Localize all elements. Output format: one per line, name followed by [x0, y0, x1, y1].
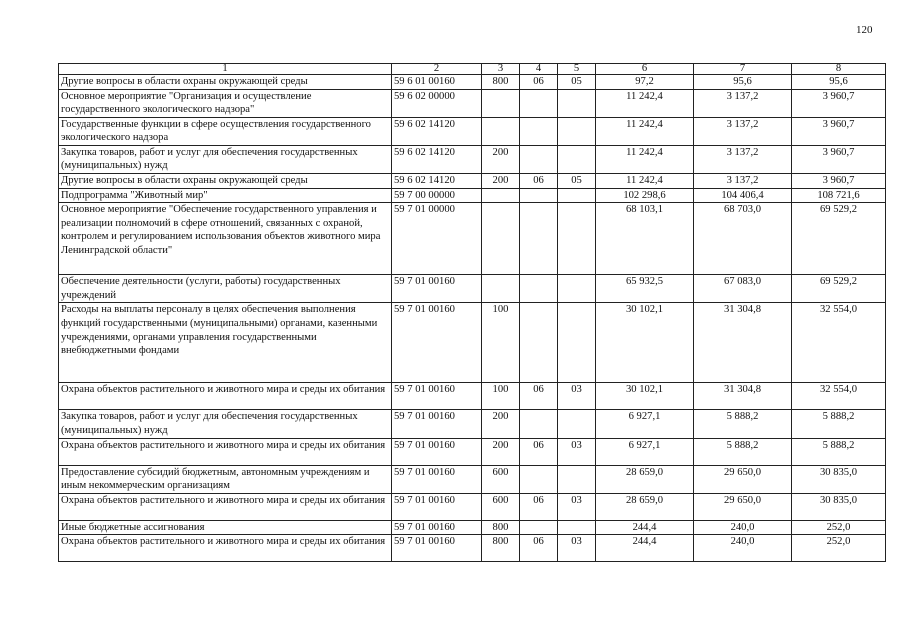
amount-col-6: 68 103,1 — [596, 203, 694, 275]
amount-col-7: 68 703,0 — [694, 203, 792, 275]
expense-type-code: 600 — [482, 465, 520, 493]
row-name: Государственные функции в сфере осуществления государственного экологического надзора — [59, 117, 392, 145]
row-name: Иные бюджетные ассигнования — [59, 520, 392, 535]
expense-type-code — [482, 188, 520, 203]
section-code — [520, 188, 558, 203]
amount-col-7: 67 083,0 — [694, 275, 792, 303]
row-name: Основное мероприятие "Организация и осуществление государственного экологического надзора" — [59, 89, 392, 117]
table-row — [59, 465, 886, 493]
amount-col-8: 32 554,0 — [792, 383, 886, 410]
amount-col-6: 65 932,5 — [596, 275, 694, 303]
amount-col-7: 29 650,0 — [694, 493, 792, 520]
amount-col-7: 3 137,2 — [694, 173, 792, 188]
amount-col-7: 240,0 — [694, 520, 792, 535]
section-code — [520, 410, 558, 438]
amount-col-6: 28 659,0 — [596, 465, 694, 493]
subsection-code — [558, 89, 596, 117]
amount-col-7: 240,0 — [694, 535, 792, 562]
amount-col-7: 3 137,2 — [694, 117, 792, 145]
expense-type-code: 200 — [482, 145, 520, 173]
section-code — [520, 520, 558, 535]
table-row — [59, 493, 886, 520]
row-name: Основное мероприятие "Обеспечение государственного управления и реализации полномочий в сфере отношений, связанных с охраной, контролем и регулированием использования объектов животного мира Ленинградской области" — [59, 203, 392, 275]
amount-col-7: 31 304,8 — [694, 303, 792, 383]
amount-col-8: 3 960,7 — [792, 117, 886, 145]
column-header: 2 — [392, 64, 482, 75]
section-code — [520, 89, 558, 117]
table-row — [59, 535, 886, 562]
target-article-code: 59 7 01 00000 — [392, 203, 482, 275]
table-row — [59, 410, 886, 438]
target-article-code: 59 7 01 00160 — [392, 520, 482, 535]
expense-type-code: 600 — [482, 493, 520, 520]
amount-col-6: 6 927,1 — [596, 438, 694, 465]
column-header: 7 — [694, 64, 792, 75]
amount-col-6: 6 927,1 — [596, 410, 694, 438]
column-header: 4 — [520, 64, 558, 75]
target-article-code: 59 6 02 00000 — [392, 89, 482, 117]
amount-col-7: 5 888,2 — [694, 410, 792, 438]
amount-col-6: 11 242,4 — [596, 117, 694, 145]
target-article-code: 59 6 02 14120 — [392, 117, 482, 145]
subsection-code: 03 — [558, 438, 596, 465]
subsection-code: 03 — [558, 535, 596, 562]
expense-type-code — [482, 117, 520, 145]
expense-type-code — [482, 89, 520, 117]
amount-col-7: 31 304,8 — [694, 383, 792, 410]
row-name: Обеспечение деятельности (услуги, работы) государственных учреждений — [59, 275, 392, 303]
table-row — [59, 303, 886, 383]
subsection-code — [558, 465, 596, 493]
table-row — [59, 188, 886, 203]
section-code — [520, 203, 558, 275]
column-header: 6 — [596, 64, 694, 75]
section-code: 06 — [520, 173, 558, 188]
amount-col-7: 29 650,0 — [694, 465, 792, 493]
table-row — [59, 117, 886, 145]
column-header: 3 — [482, 64, 520, 75]
amount-col-8: 3 960,7 — [792, 145, 886, 173]
amount-col-8: 252,0 — [792, 535, 886, 562]
target-article-code: 59 7 01 00160 — [392, 303, 482, 383]
amount-col-6: 97,2 — [596, 75, 694, 90]
target-article-code: 59 6 02 14120 — [392, 173, 482, 188]
subsection-code — [558, 203, 596, 275]
section-code: 06 — [520, 493, 558, 520]
subsection-code — [558, 303, 596, 383]
amount-col-8: 30 835,0 — [792, 465, 886, 493]
page-number: 120 — [856, 24, 873, 36]
column-header: 5 — [558, 64, 596, 75]
amount-col-6: 11 242,4 — [596, 89, 694, 117]
subsection-code — [558, 410, 596, 438]
amount-col-8: 5 888,2 — [792, 438, 886, 465]
amount-col-6: 244,4 — [596, 535, 694, 562]
amount-col-8: 69 529,2 — [792, 275, 886, 303]
expense-type-code — [482, 203, 520, 275]
table-row — [59, 383, 886, 410]
section-code: 06 — [520, 438, 558, 465]
target-article-code: 59 7 01 00160 — [392, 275, 482, 303]
table-row — [59, 173, 886, 188]
subsection-code — [558, 188, 596, 203]
row-name: Расходы на выплаты персоналу в целях обеспечения выполнения функций государственными (муниципальными) органами, казенными учреждениями, органами управления государственными внебюджетными фондами — [59, 303, 392, 383]
expense-type-code: 100 — [482, 383, 520, 410]
target-article-code: 59 7 01 00160 — [392, 493, 482, 520]
section-code — [520, 275, 558, 303]
table-row — [59, 89, 886, 117]
expense-type-code: 200 — [482, 438, 520, 465]
target-article-code: 59 6 01 00160 — [392, 75, 482, 90]
target-article-code: 59 7 01 00160 — [392, 410, 482, 438]
section-code: 06 — [520, 383, 558, 410]
column-header: 8 — [792, 64, 886, 75]
subsection-code — [558, 117, 596, 145]
section-code: 06 — [520, 75, 558, 90]
subsection-code: 05 — [558, 75, 596, 90]
amount-col-7: 104 406,4 — [694, 188, 792, 203]
amount-col-7: 3 137,2 — [694, 145, 792, 173]
amount-col-6: 244,4 — [596, 520, 694, 535]
row-name: Закупка товаров, работ и услуг для обеспечения государственных (муниципальных) нужд — [59, 145, 392, 173]
row-name: Охрана объектов растительного и животного мира и среды их обитания — [59, 535, 392, 562]
table-row — [59, 203, 886, 275]
column-header: 1 — [59, 64, 392, 75]
target-article-code: 59 7 01 00160 — [392, 438, 482, 465]
table-row — [59, 438, 886, 465]
row-name: Охрана объектов растительного и животного мира и среды их обитания — [59, 493, 392, 520]
amount-col-6: 28 659,0 — [596, 493, 694, 520]
target-article-code: 59 7 01 00160 — [392, 535, 482, 562]
budget-table — [58, 63, 886, 562]
column-number-row — [59, 64, 886, 75]
section-code — [520, 145, 558, 173]
subsection-code — [558, 275, 596, 303]
amount-col-8: 108 721,6 — [792, 188, 886, 203]
subsection-code — [558, 145, 596, 173]
row-name: Закупка товаров, работ и услуг для обеспечения государственных (муниципальных) нужд — [59, 410, 392, 438]
row-name: Другие вопросы в области охраны окружающей среды — [59, 75, 392, 90]
table-row — [59, 75, 886, 90]
amount-col-6: 102 298,6 — [596, 188, 694, 203]
expense-type-code — [482, 275, 520, 303]
table-row — [59, 275, 886, 303]
section-code — [520, 117, 558, 145]
subsection-code — [558, 520, 596, 535]
expense-type-code: 800 — [482, 75, 520, 90]
expense-type-code: 800 — [482, 520, 520, 535]
amount-col-6: 30 102,1 — [596, 303, 694, 383]
expense-type-code: 200 — [482, 173, 520, 188]
target-article-code: 59 7 01 00160 — [392, 465, 482, 493]
row-name: Охрана объектов растительного и животного мира и среды их обитания — [59, 383, 392, 410]
target-article-code: 59 6 02 14120 — [392, 145, 482, 173]
amount-col-6: 30 102,1 — [596, 383, 694, 410]
amount-col-7: 3 137,2 — [694, 89, 792, 117]
amount-col-7: 95,6 — [694, 75, 792, 90]
row-name: Подпрограмма "Животный мир" — [59, 188, 392, 203]
table-row — [59, 145, 886, 173]
row-name: Предоставление субсидий бюджетным, автономным учреждениям и иным некоммерческим организациям — [59, 465, 392, 493]
amount-col-8: 5 888,2 — [792, 410, 886, 438]
row-name: Охрана объектов растительного и животного мира и среды их обитания — [59, 438, 392, 465]
amount-col-8: 3 960,7 — [792, 173, 886, 188]
table-row — [59, 520, 886, 535]
expense-type-code: 200 — [482, 410, 520, 438]
row-name: Другие вопросы в области охраны окружающей среды — [59, 173, 392, 188]
amount-col-8: 30 835,0 — [792, 493, 886, 520]
subsection-code: 05 — [558, 173, 596, 188]
target-article-code: 59 7 01 00160 — [392, 383, 482, 410]
subsection-code: 03 — [558, 493, 596, 520]
section-code — [520, 303, 558, 383]
target-article-code: 59 7 00 00000 — [392, 188, 482, 203]
expense-type-code: 800 — [482, 535, 520, 562]
amount-col-8: 252,0 — [792, 520, 886, 535]
amount-col-6: 11 242,4 — [596, 173, 694, 188]
amount-col-8: 69 529,2 — [792, 203, 886, 275]
section-code: 06 — [520, 535, 558, 562]
amount-col-6: 11 242,4 — [596, 145, 694, 173]
subsection-code: 03 — [558, 383, 596, 410]
section-code — [520, 465, 558, 493]
amount-col-8: 95,6 — [792, 75, 886, 90]
amount-col-7: 5 888,2 — [694, 438, 792, 465]
amount-col-8: 3 960,7 — [792, 89, 886, 117]
expense-type-code: 100 — [482, 303, 520, 383]
amount-col-8: 32 554,0 — [792, 303, 886, 383]
